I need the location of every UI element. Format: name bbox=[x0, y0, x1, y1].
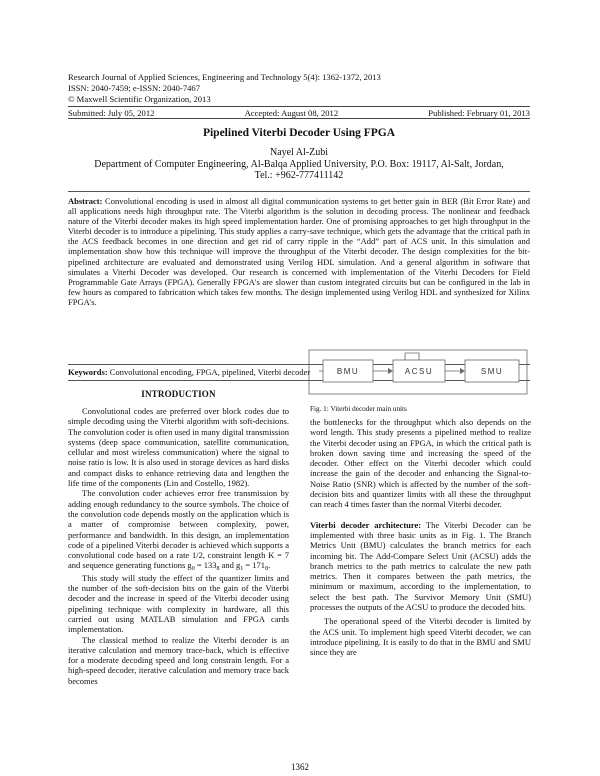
journal-line: Research Journal of Applied Sciences, Engineering and Technology 5(4): 1362-1372, 2013 bbox=[68, 72, 381, 82]
intro-p2-mid2: and g bbox=[219, 560, 241, 571]
sub-8a: 8 bbox=[216, 566, 220, 573]
accepted-date: Accepted: August 08, 2012 bbox=[244, 108, 339, 118]
author-block bbox=[68, 147, 530, 182]
intro-p2-mid1: = 133 bbox=[194, 560, 217, 571]
dates-row bbox=[68, 108, 530, 118]
author-tel: Tel.: +962-777411142 bbox=[254, 170, 344, 182]
col2-paragraph-3: The operational speed of the Viterbi decoder is limited by the ACS unit. To implement high speed Viterbi decoder, we can introduce pipelining. It is easily to do that in the BMU and SMU since they are bbox=[310, 616, 531, 658]
header-rule-top bbox=[68, 106, 530, 107]
intro-paragraph-4: The classical method to realize the Viterbi decoder is an iterative calculation and memory trace-back, which is effective for a moderate decoding speed and long constrain length. For a high-speed decoder, iterative calculation and memory trace back becomes bbox=[68, 634, 289, 686]
col2-paragraph-2 bbox=[310, 520, 531, 613]
abstract-label: Abstract: bbox=[68, 196, 103, 206]
col2-paragraph-1: the bottlenecks for the throughput which also depends on the word length. This study presents a pipelined method to realize the Viterbi decoder using an FPGA, in which the critical path is broken down saving time and increasing the speed of the decoder. Other effect on the Viterbi decoder which could increase the gain of the decoder and enhancing the Signal-to-Noise Ratio (SNR) which is affected by the number of the soft-decision bits and quantizer limits with all these the throughput can reach 4 times faster than the normal Viterbi decoder. bbox=[310, 417, 531, 510]
smu-label: SMU bbox=[480, 367, 504, 376]
header-rule-bottom bbox=[68, 118, 530, 119]
author-name: Nayel Al-Zubi bbox=[269, 147, 329, 158]
acsu-label: ACSU bbox=[404, 367, 434, 376]
left-column bbox=[68, 406, 289, 686]
issn-line: ISSN: 2040-7459; e-ISSN: 2040-7467 bbox=[68, 83, 201, 93]
intro-p2-end: . bbox=[268, 560, 271, 571]
figure-1-caption: Fig. 1: Viterbi decoder main units bbox=[310, 405, 407, 413]
copyright-line: © Maxwell Scientific Organization, 2013 bbox=[68, 94, 211, 104]
intro-p2-mid3: = 171 bbox=[243, 560, 266, 571]
submitted-date: Submitted: July 05, 2012 bbox=[68, 108, 155, 118]
abstract bbox=[68, 196, 530, 307]
section-heading-architecture: Viterbi decoder architecture: bbox=[310, 519, 422, 530]
right-column bbox=[310, 417, 531, 658]
published-date: Published: February 01, 2013 bbox=[428, 108, 530, 118]
intro-paragraph-2 bbox=[68, 488, 289, 572]
intro-paragraph-1: Convolutional codes are preferred over block codes due to simple decoding using the Viterbi algorithm with soft-decisions. The convolution coder is often used in many digital transmission systems (deep space communication, satellite communication, cellular and most wireless communication) where the signal to noise ratio is low. It is also used in storage devices as hard disks and compact disks to enhance retrieving data and lengthen the life time of the components (Lin and Costello, 1982). bbox=[68, 406, 289, 489]
author-affiliation: Department of Computer Engineering, Al-Balqa Applied University, P.O. Box: 19117, Al-Salt, Jordan, bbox=[94, 158, 504, 170]
page-number: 1362 bbox=[291, 762, 309, 772]
figure-1-block-diagram bbox=[305, 349, 530, 397]
bmu-label: BMU bbox=[336, 367, 360, 376]
keywords-text: Convolutional encoding, FPGA, pipelined, Viterbi decoder bbox=[107, 367, 311, 377]
intro-paragraph-3: This study will study the effect of the quantizer limits and the number of the soft-decision bits on the gain of the Viterbi decoder and the increase in speed of the Viterbi decoder using pipelining technique with complexity in hardware, all this carried out using MATLAB simulation and FPGA cards implementation. bbox=[68, 572, 289, 635]
sub-1: 1 bbox=[240, 566, 244, 573]
section-heading-introduction: INTRODUCTION bbox=[141, 389, 216, 399]
abstract-text: Convolutional encoding is used in almost all digital communication systems to get better gain in BER (Bit Error Rate) and all applications needs high throughput rate. The Viterbi algorithm is the solution in decoding process. The nonlinear and feedback nature of the Viterbi decoder makes its high speed implementation harder. One of promising approaches to get high throughput in the Viterbi decoder is to introduce a pipelining. This study applies a carry-save technique, which gets the advantage that the critical path in the ACS feedback becomes in one direction and get rid of carry ripple in the “Add” part of ACS unit. In this simulation and implementation show how this technique will improve the throughput of the Viterbi decoder. The design complexities for the bit-pipelined architecture are evaluated and demonstrated using Verilog HDL simulation. And a general algorithm in software that simulates a Viterbi Decoder was developed. Our research is concerned with implementation of the Viterbi Decoders for Field Programmable Gate Arrays (FPGA). Generally FPGA's are slower than custom integrated circuits but can be configured in the lab in few hours as compared to fabrication which takes few months. The design implemented using Verilog HDL and synthesized for Xilinx FPGA's. bbox=[68, 196, 530, 307]
abstract-rule-top bbox=[68, 191, 530, 192]
intro-p2-text: The convolution coder achieves error free transmission by adding enough redundancy to the source symbols. The choice of the convolution code depends mostly on the application which is a matter of compromise between complexity, power, performance and bandwidth. In this design, an implementation code of a pipelined Viterbi decoder is achieved which supports a convolutional code based on a rate 1/2, constraint length K = 7 and sequence generating functions g bbox=[68, 488, 289, 571]
keywords-label: Keywords: bbox=[68, 367, 108, 377]
sub-8b: 8 bbox=[265, 566, 269, 573]
sub-0: 0 bbox=[191, 566, 195, 573]
col2-p2-text: The Viterbi Decoder can be implemented with three basic units as in Fig. 1. The Branch Metrics Unit (BMU) calculates the branch metrics for each incoming bit. The Add-Compare Select Unit (ACSU) adds the branch metrics to the path metrics to calculate the new path metrics. Then it compares between the path metrics, the minimum or maximum, according to the implementation, to select the best path. The Survivor Memory Unit (SMU) processes the outputs of the ACSU to produce the decoded bits. bbox=[310, 519, 531, 613]
paper-title: Pipelined Viterbi Decoder Using FPGA bbox=[202, 127, 396, 139]
